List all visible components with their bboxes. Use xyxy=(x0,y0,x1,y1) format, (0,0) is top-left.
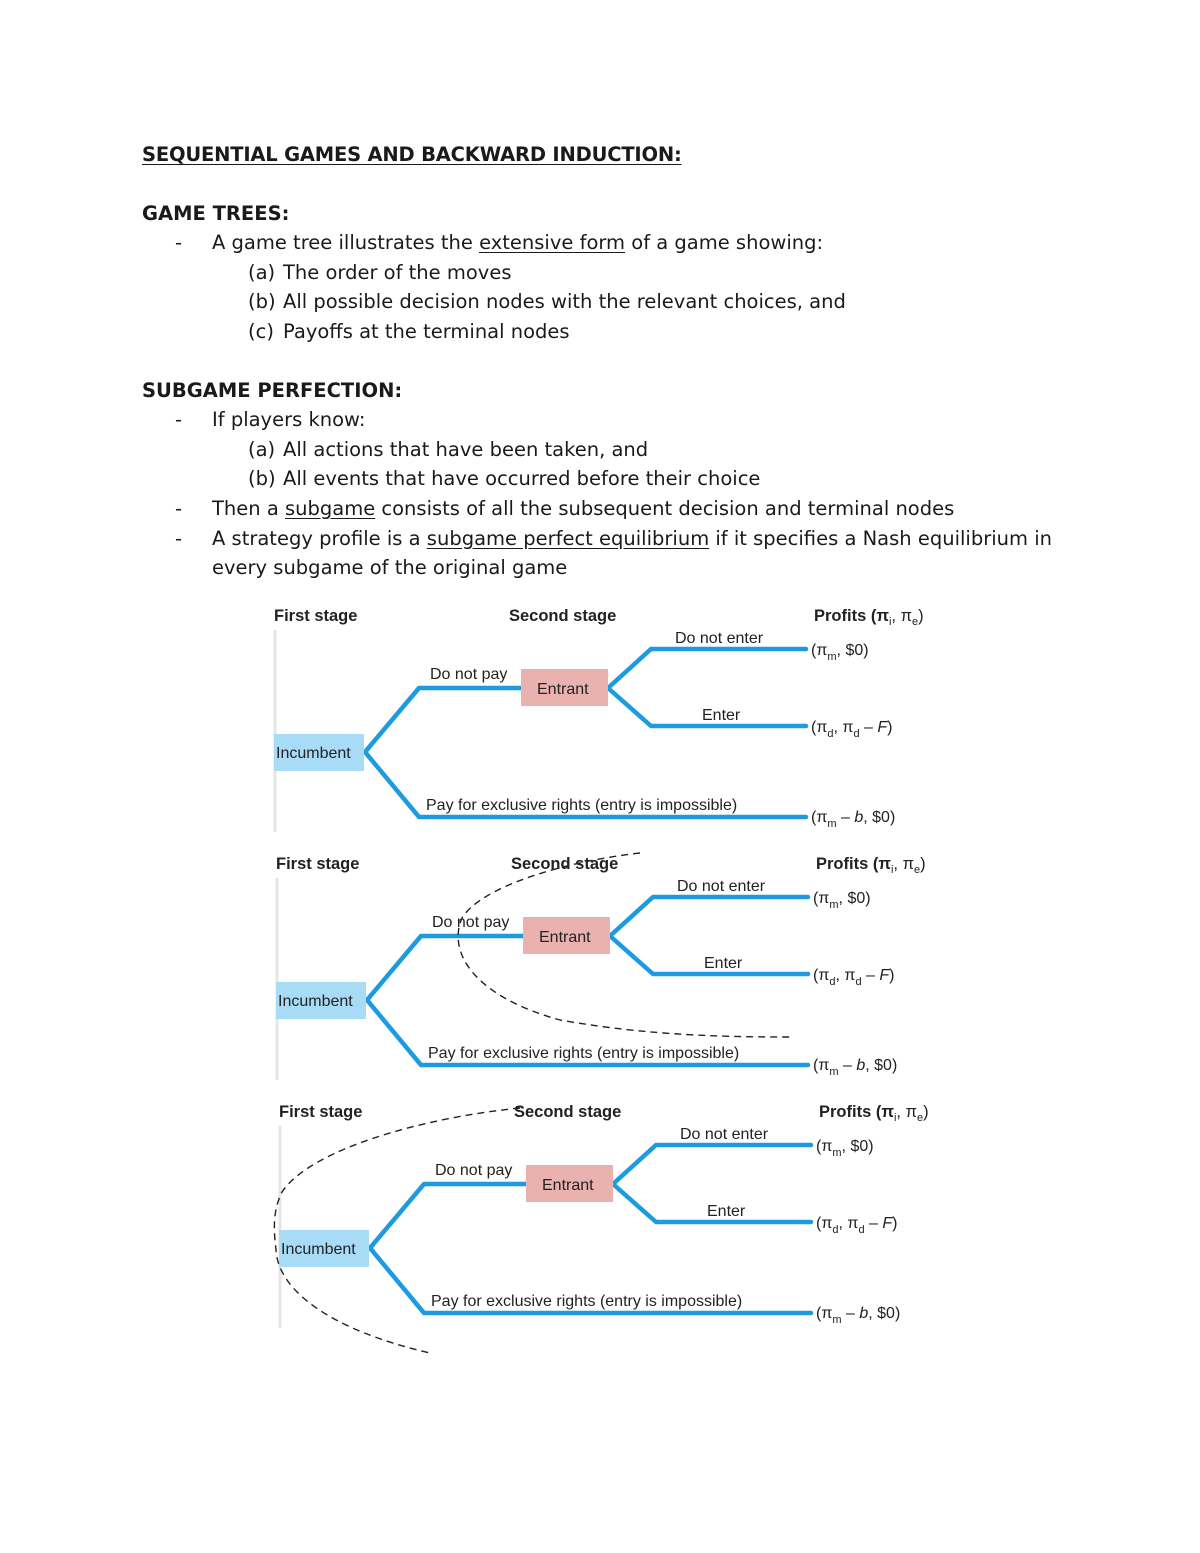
game-tree-figure-3 xyxy=(274,1103,928,1353)
bullet-dash: - xyxy=(175,496,183,520)
list-item: (a) The order of the moves xyxy=(248,260,512,284)
page-title: SEQUENTIAL GAMES AND BACKWARD INDUCTION: xyxy=(142,143,682,166)
extensive-form-term: extensive form xyxy=(479,231,626,255)
bullet-dash: - xyxy=(175,408,183,432)
list-item: (b) All events that have occurred before their choice xyxy=(248,467,761,491)
bullet-spe: - A strategy profile is a subgame perfect equilibrium if it specifies a Nash equilibrium in every subgame of the original game xyxy=(142,524,1072,583)
game-trees-heading: GAME TREES: xyxy=(142,201,290,225)
subgame-term: subgame xyxy=(284,496,376,520)
bullet-players-know: - If players know: xyxy=(142,405,1072,435)
bullet-subgame: - Then a subgame consists of all the subsequent decision and terminal nodes xyxy=(142,494,1072,524)
list-item: (b) All possible decision nodes with the relevant choices, and xyxy=(248,290,846,314)
game-tree-figure-1 xyxy=(274,607,924,832)
bullet-dash: - xyxy=(175,526,183,550)
game-tree-figure-2 xyxy=(276,853,926,1080)
bullet-dash: - xyxy=(175,231,183,255)
list-item: (a) All actions that have been taken, and xyxy=(248,437,649,461)
bullet-game-tree: - A game tree illustrates the extensive form of a game showing: xyxy=(142,228,1072,258)
list-item: (c) Payoffs at the terminal nodes xyxy=(248,319,570,343)
subgame-perfection-heading: SUBGAME PERFECTION: xyxy=(142,378,403,402)
spe-term: subgame perfect equilibrium xyxy=(426,526,710,550)
